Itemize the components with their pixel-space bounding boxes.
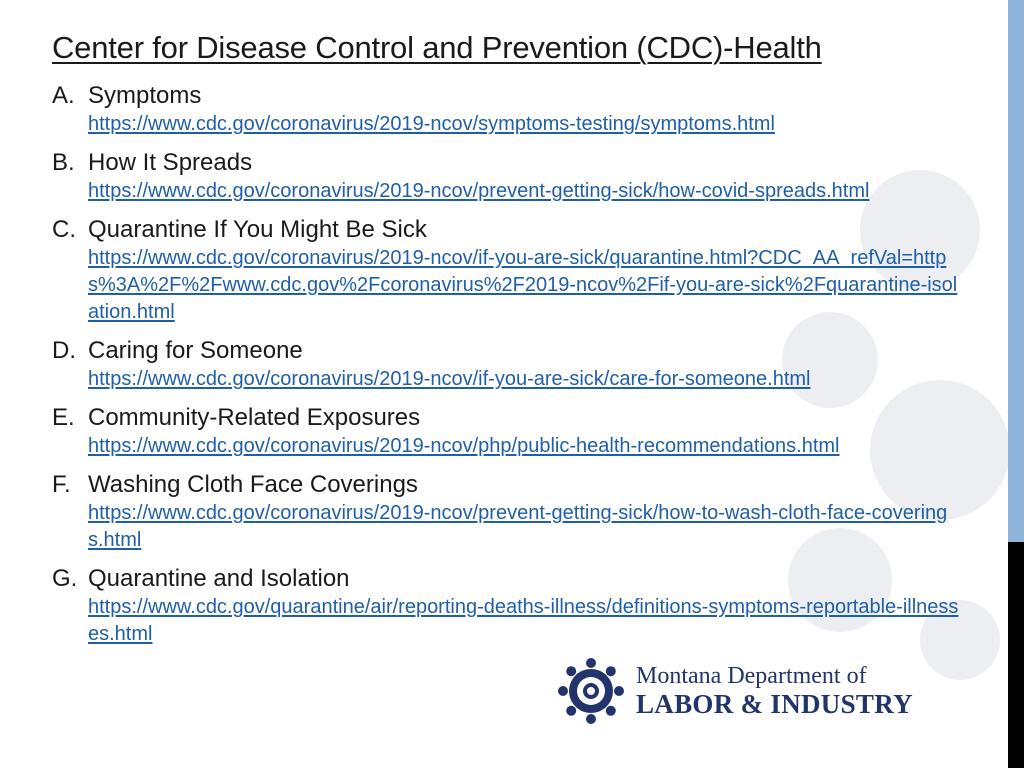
- resource-link[interactable]: https://www.cdc.gov/coronavirus/2019-ncov/if-you-are-sick/care-for-someone.html: [88, 368, 811, 390]
- list-item: [52, 469, 962, 554]
- list-item: [52, 147, 962, 205]
- resource-link[interactable]: https://www.cdc.gov/coronavirus/2019-ncov/php/public-health-recommendations.html: [88, 435, 840, 457]
- item-marker: F.: [52, 471, 71, 498]
- item-marker: C.: [52, 216, 76, 243]
- item-marker: D.: [52, 337, 76, 364]
- department-logo: [556, 656, 913, 726]
- list-item: [52, 214, 962, 326]
- item-marker: A.: [52, 82, 75, 109]
- list-item: [52, 563, 962, 648]
- item-marker: B.: [52, 149, 75, 176]
- resource-link[interactable]: https://www.cdc.gov/coronavirus/2019-ncov/prevent-getting-sick/how-covid-spreads.html: [88, 180, 870, 202]
- resource-link[interactable]: https://www.cdc.gov/coronavirus/2019-ncov/symptoms-testing/symptoms.html: [88, 113, 775, 135]
- logo-line-1: Montana Department of: [636, 663, 867, 689]
- item-label: Caring for Someone: [88, 337, 303, 364]
- logo-line-2: LABOR & INDUSTRY: [636, 689, 913, 719]
- item-label: Community-Related Exposures: [88, 404, 421, 431]
- list-item: [52, 80, 962, 138]
- gear-people-icon: [556, 656, 626, 726]
- edge-dark-bar: [1008, 542, 1024, 768]
- item-label: Symptoms: [88, 82, 202, 109]
- item-label: Quarantine If You Might Be Sick: [88, 216, 427, 243]
- resource-link[interactable]: https://www.cdc.gov/quarantine/air/reporting-deaths-illness/definitions-symptoms-reportable-illnesses.html: [88, 596, 959, 645]
- slide-title: Center for Disease Control and Prevention (CDC)-Health: [52, 30, 822, 65]
- item-marker: G.: [52, 565, 78, 592]
- item-label: Washing Cloth Face Coverings: [88, 471, 418, 498]
- resource-link[interactable]: https://www.cdc.gov/coronavirus/2019-ncov/prevent-getting-sick/how-to-wash-cloth-face-coverings.html: [88, 502, 948, 551]
- item-label: Quarantine and Isolation: [88, 565, 350, 592]
- item-label: How It Spreads: [88, 149, 253, 176]
- resource-link[interactable]: https://www.cdc.gov/coronavirus/2019-ncov/if-you-are-sick/quarantine.html?CDC_AA_refVal=https%3A%2F%2Fwww.cdc.gov%2Fcoronavirus%2F2019-ncov%2Fif-you-are-sick%2Fquarantine-isolation.html: [88, 247, 958, 323]
- list-item: [52, 335, 962, 393]
- logo-wordmark: [636, 663, 913, 719]
- item-marker: E.: [52, 404, 75, 431]
- list-item: [52, 402, 962, 460]
- edge-accent-bar: [1008, 0, 1024, 542]
- resource-list: [52, 80, 962, 657]
